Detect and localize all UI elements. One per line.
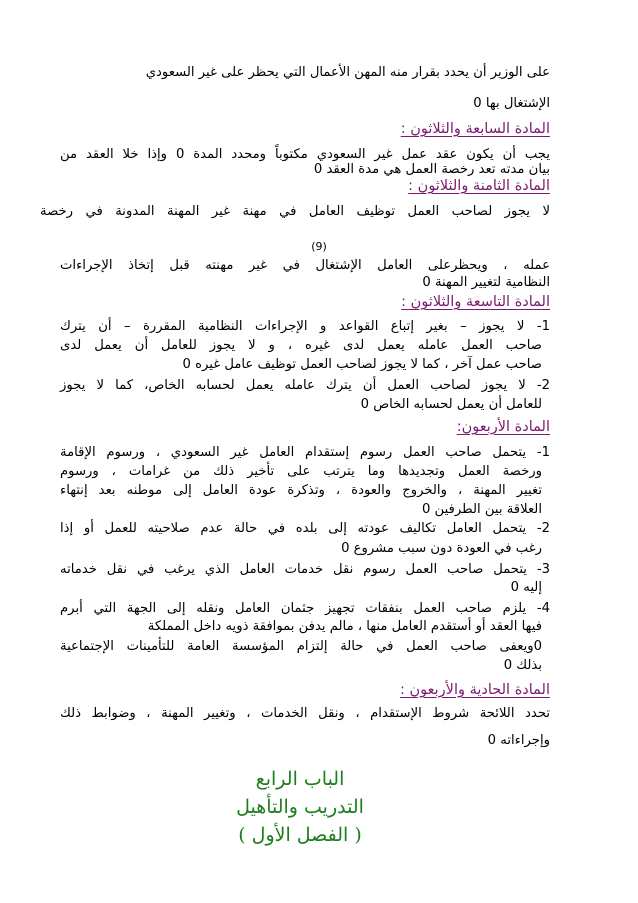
text-line: 2- لا يجوز لصاحب العمل أن يترك عامله يعمل لحسابه الخاص، كما لا يجوز bbox=[60, 378, 550, 393]
text-line: صاحب العمل عامله يعمل لدى غيره ، و لا يجوز للعامل أن يعمل لدى bbox=[60, 338, 542, 353]
article-40-heading: المادة الأربعون: bbox=[456, 419, 550, 435]
text-line: 1- يتحمل صاحب العمل رسوم إستقدام العامل غير السعودي ، ورسوم الإقامة bbox=[60, 445, 550, 460]
text-line: 0ويعفى صاحب العمل في حالة إلتزام المؤسسة العامة للتأمينات الإجتماعية bbox=[60, 639, 542, 654]
text-line: تغيير المهنة ، والخروج والعودة ، وتذكرة عودة العامل إلى موطنه بعد إنتهاء bbox=[60, 483, 542, 498]
text-line: بذلك 0 bbox=[503, 658, 542, 673]
text-line: 2- يتحمل العامل تكاليف عودته إلى بلده في حالة عدم صلاحيته للعمل أو إذا bbox=[60, 521, 550, 536]
text-line: للعامل أن يعمل لحسابه الخاص 0 bbox=[360, 397, 542, 412]
text-line: 1- لا يجوز – بغير إتباع القواعد و الإجراءات النظامية المقررة – أن يترك bbox=[60, 319, 550, 334]
section-title: ( الفصل الأول ) bbox=[238, 824, 362, 846]
chapter-subtitle: التدريب والتأهيل bbox=[236, 796, 364, 818]
text-line: إليه 0 bbox=[510, 580, 542, 595]
text-line: بيان مدته تعد رخصة العمل هي مدة العقد 0 bbox=[313, 162, 550, 177]
text-line: رغب في العودة دون سبب مشروع 0 bbox=[341, 541, 542, 556]
text-line: وإجراءاته 0 bbox=[487, 733, 550, 748]
article-37-heading: المادة السابعة والثلاثون : bbox=[400, 121, 550, 137]
text-line: على الوزير أن يحدد بقرار منه المهن الأعمال التي يحظر على غير السعودي bbox=[145, 65, 550, 80]
article-38-heading: المادة الثامنة والثلاثون : bbox=[408, 178, 550, 194]
article-41-heading: المادة الحادية والأربعون : bbox=[400, 682, 550, 698]
chapter-title: الباب الرابع bbox=[255, 768, 345, 790]
article-39-heading: المادة التاسعة والثلاثون : bbox=[401, 294, 550, 310]
text-line: الإشتغال بها 0 bbox=[473, 96, 550, 111]
text-line: العلاقة بين الطرفين 0 bbox=[421, 502, 542, 517]
text-line: فيها العقد أو أستقدم العامل منها ، مالم يدفن بموافقة ذويه داخل المملكة bbox=[147, 619, 542, 634]
text-line: يجب أن يكون عقد عمل غير السعودي مكتوباً ومحدد المدة 0 وإذا خلا العقد من bbox=[60, 147, 550, 162]
text-line: عمله ، ويحظرعلى العامل الإشتغال في غير مهنته قبل إتخاذ الإجراءات bbox=[60, 258, 550, 273]
text-line: النظامية لتغيير المهنة 0 bbox=[422, 275, 550, 290]
text-line: 3- يتحمل صاحب العمل رسوم نقل خدمات العامل الذي يرغب في نقل خدماته bbox=[60, 562, 550, 577]
text-line: لا يجوز لصاحب العمل توظيف العامل في مهنة غير المهنة المدونة في رخصة bbox=[40, 204, 550, 219]
text-line: 4- يلزم صاحب العمل بنفقات تجهيز جثمان العامل ونقله إلى الجهة التي أبرم bbox=[60, 601, 550, 616]
text-line: ورخصة العمل وتجديدها وما يترتب على تأخير ذلك من غرامات ، ورسوم bbox=[60, 464, 542, 479]
text-line: صاحب عمل آخر ، كما لا يجوز لصاحب العمل توظيف عامل غيره 0 bbox=[182, 357, 542, 372]
page-number: (9) bbox=[311, 240, 327, 253]
text-line: تحدد اللائحة شروط الإستقدام ، ونقل الخدمات ، وتغيير المهنة ، وضوابط ذلك bbox=[60, 706, 550, 721]
